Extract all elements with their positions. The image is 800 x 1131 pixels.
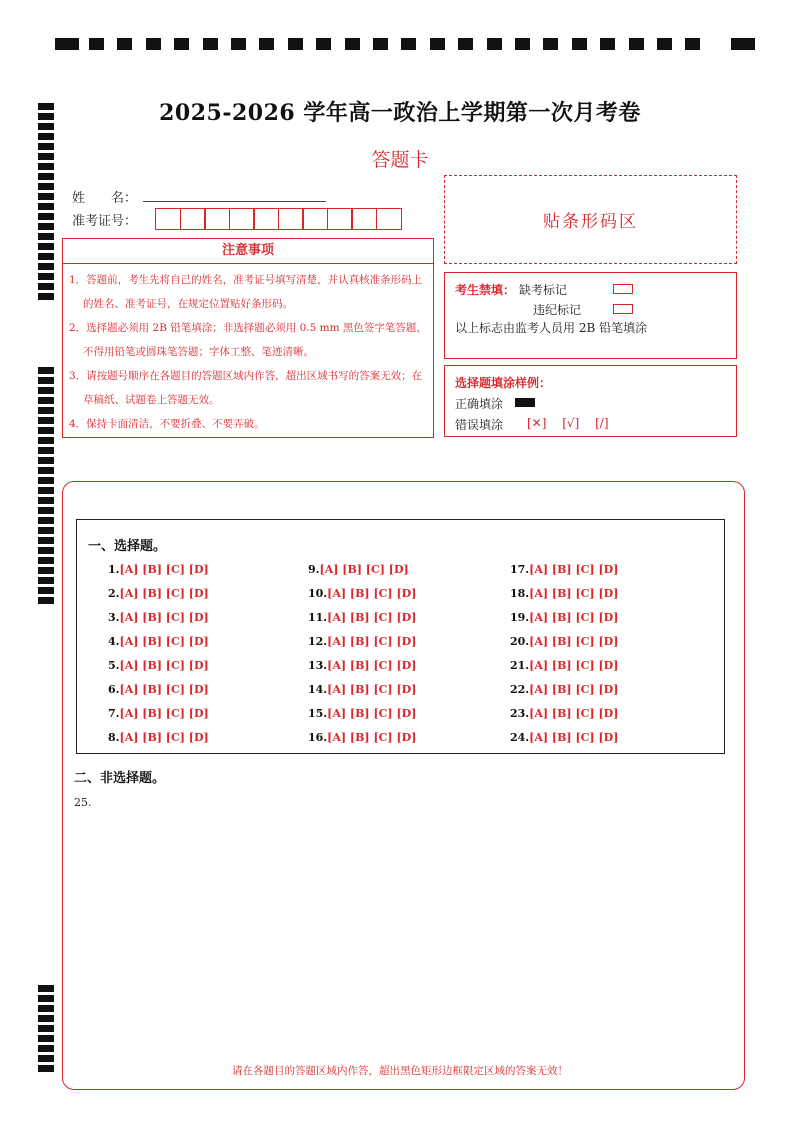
sample-title: 选择题填涂样例： [455, 376, 552, 390]
choice-question-11[interactable] [308, 611, 416, 624]
name-field[interactable] [143, 201, 326, 202]
timing-mark [288, 38, 303, 50]
choice-question-6[interactable] [108, 683, 209, 696]
answer-options[interactable]: [A] [B] [C] [D] [529, 563, 619, 576]
timing-mark [373, 38, 388, 50]
answer-options[interactable]: [A] [B] [C] [D] [119, 707, 209, 720]
timing-mark [38, 985, 54, 992]
question-number: 6. [108, 683, 120, 696]
choice-question-4[interactable] [108, 635, 209, 648]
timing-mark [38, 283, 54, 290]
question-number: 2. [108, 587, 120, 600]
timing-mark [38, 1055, 54, 1062]
barcode-area: 贴条形码区 [444, 175, 737, 264]
timing-mark [117, 38, 132, 50]
answer-options[interactable]: [A] [B] [C] [D] [327, 611, 417, 624]
answer-options[interactable]: [A] [B] [C] [D] [319, 563, 409, 576]
timing-mark [38, 213, 54, 220]
answer-options[interactable]: [A] [B] [C] [D] [119, 587, 209, 600]
timing-mark [38, 273, 54, 280]
wrong-mark-check: [√] [562, 416, 580, 430]
timing-mark [731, 38, 755, 50]
choice-question-12[interactable] [308, 635, 416, 648]
left-timing-marks-middle [38, 367, 54, 607]
choice-question-13[interactable] [308, 659, 416, 672]
notice-item: 4．保持卡面清洁，不要折叠、不要弄破。 [69, 418, 265, 430]
answer-options[interactable]: [A] [B] [C] [D] [327, 587, 417, 600]
id-digit-box[interactable] [327, 208, 353, 230]
answer-options[interactable]: [A] [B] [C] [D] [529, 611, 619, 624]
question-number: 21. [510, 659, 530, 672]
answer-options[interactable]: [A] [B] [C] [D] [529, 683, 619, 696]
answer-options[interactable]: [A] [B] [C] [D] [529, 731, 619, 744]
notice-item: 3．请按题号顺序在各题目的答题区域内作答，超出区域书写的答案无效；在草稿纸、试题卷上答题无效。 [69, 370, 423, 406]
timing-mark [38, 133, 54, 140]
question-number: 24. [510, 731, 530, 744]
choice-question-16[interactable] [308, 731, 416, 744]
timing-mark [38, 1035, 54, 1042]
id-digit-box[interactable] [229, 208, 255, 230]
question-number: 13. [308, 659, 328, 672]
answer-options[interactable]: [A] [B] [C] [D] [119, 683, 209, 696]
timing-mark [38, 253, 54, 260]
timing-mark [515, 38, 530, 50]
wrong-mark-slash: [/] [595, 416, 609, 430]
absent-mark-label: 缺考标记 [519, 283, 568, 297]
question-number: 20. [510, 635, 530, 648]
forbidden-title: 考生禁填： [455, 283, 516, 297]
timing-mark [38, 477, 54, 484]
question-number: 15. [308, 707, 328, 720]
fill-sample-panel [444, 365, 737, 437]
answer-options[interactable]: [A] [B] [C] [D] [529, 659, 619, 672]
id-digit-box[interactable] [253, 208, 279, 230]
answer-options[interactable]: [A] [B] [C] [D] [529, 707, 619, 720]
id-digit-box[interactable] [351, 208, 377, 230]
question-number: 23. [510, 707, 530, 720]
question-number: 5. [108, 659, 120, 672]
id-digit-box[interactable] [180, 208, 206, 230]
left-timing-marks-lower [38, 985, 54, 1075]
timing-mark [401, 38, 416, 50]
wrong-fill-examples [527, 416, 621, 430]
choice-question-10[interactable] [308, 587, 416, 600]
choice-question-1[interactable] [108, 563, 209, 576]
answer-options[interactable]: [A] [B] [C] [D] [119, 659, 209, 672]
forbidden-note: 以上标志由监考人员用 2B 铅笔填涂 [455, 321, 648, 335]
question-number: 19. [510, 611, 530, 624]
timing-mark [38, 497, 54, 504]
choice-question-21[interactable] [510, 659, 618, 672]
question-number: 8. [108, 731, 120, 744]
timing-mark [38, 597, 54, 604]
timing-mark [38, 1005, 54, 1012]
timing-mark [38, 243, 54, 250]
timing-mark [38, 367, 54, 374]
choice-question-20[interactable] [510, 635, 618, 648]
question-number: 14. [308, 683, 328, 696]
timing-mark [458, 38, 473, 50]
question-number: 16. [308, 731, 328, 744]
timing-mark [316, 38, 331, 50]
timing-mark [38, 427, 54, 434]
notice-item: 2．选择题必须用 2B 铅笔填涂；非选择题必须用 0.5 mm 黑色签字笔答题，不得用铅笔或圆珠笔答题；字体工整、笔迹清晰。 [69, 322, 427, 358]
choice-question-7[interactable] [108, 707, 209, 720]
section2-title: 二、非选择题。 [74, 771, 166, 786]
answer-options[interactable]: [A] [B] [C] [D] [119, 563, 209, 576]
timing-mark [38, 223, 54, 230]
timing-mark [146, 38, 161, 50]
timing-mark [345, 38, 360, 50]
choice-question-23[interactable] [510, 707, 618, 720]
timing-mark [38, 203, 54, 210]
timing-mark [231, 38, 246, 50]
wrong-mark-cross: [✕] [527, 416, 547, 430]
timing-mark [38, 527, 54, 534]
timing-mark [38, 557, 54, 564]
question-number: 18. [510, 587, 530, 600]
question-25-label: 25. [74, 796, 92, 809]
choice-question-9[interactable] [308, 563, 409, 576]
answer-options[interactable]: [A] [B] [C] [D] [327, 635, 417, 648]
timing-mark [543, 38, 558, 50]
timing-mark [38, 293, 54, 300]
timing-mark [430, 38, 445, 50]
timing-mark [629, 38, 644, 50]
timing-mark [487, 38, 502, 50]
page-subtitle: 答题卡 [371, 149, 429, 171]
timing-mark [38, 263, 54, 270]
correct-fill-label: 正确填涂 [455, 397, 504, 411]
timing-mark [657, 38, 672, 50]
top-timing-marks [55, 38, 755, 52]
timing-mark [38, 517, 54, 524]
left-timing-marks-upper [38, 103, 54, 303]
question-number: 7. [108, 707, 120, 720]
question-number: 10. [308, 587, 328, 600]
timing-mark [38, 233, 54, 240]
timing-mark [38, 537, 54, 544]
name-label: 姓 名： [72, 191, 138, 206]
timing-mark [38, 587, 54, 594]
question-number: 9. [308, 563, 320, 576]
answer-options[interactable]: [A] [B] [C] [D] [327, 707, 417, 720]
question-number: 12. [308, 635, 328, 648]
timing-mark [38, 487, 54, 494]
choice-question-18[interactable] [510, 587, 618, 600]
timing-mark [38, 183, 54, 190]
choice-question-14[interactable] [308, 683, 416, 696]
timing-mark [38, 397, 54, 404]
timing-mark [600, 38, 615, 50]
timing-mark [38, 437, 54, 444]
timing-mark [38, 407, 54, 414]
choice-question-17[interactable] [510, 563, 618, 576]
timing-mark [174, 38, 189, 50]
question-number: 22. [510, 683, 530, 696]
answer-options[interactable]: [A] [B] [C] [D] [327, 731, 417, 744]
answer-options[interactable]: [A] [B] [C] [D] [119, 611, 209, 624]
question-number: 1. [108, 563, 120, 576]
choice-question-22[interactable] [510, 683, 618, 696]
timing-mark [38, 1015, 54, 1022]
timing-mark [38, 447, 54, 454]
timing-mark [38, 1025, 54, 1032]
timing-mark [38, 457, 54, 464]
choice-question-2[interactable] [108, 587, 209, 600]
answer-options[interactable]: [A] [B] [C] [D] [119, 635, 209, 648]
id-digit-box[interactable] [302, 208, 328, 230]
question-number: 17. [510, 563, 530, 576]
notice-panel [62, 238, 434, 438]
choice-question-15[interactable] [308, 707, 416, 720]
timing-mark [38, 577, 54, 584]
answer-options[interactable]: [A] [B] [C] [D] [529, 635, 619, 648]
timing-mark [38, 547, 54, 554]
choice-question-19[interactable] [510, 611, 618, 624]
timing-mark [259, 38, 274, 50]
answer-options[interactable]: [A] [B] [C] [D] [119, 731, 209, 744]
wrong-fill-label: 错误填涂 [455, 418, 504, 432]
id-digit-box[interactable] [376, 208, 402, 230]
timing-mark [38, 377, 54, 384]
timing-mark [38, 467, 54, 474]
timing-mark [38, 417, 54, 424]
notice-item: 1．答题前，考生先将自己的姓名，准考证号填写清楚，并认真核准条形码上的姓名、准考证号，在规定位置贴好条形码。 [69, 274, 423, 310]
choice-question-24[interactable] [510, 731, 618, 744]
notice-title: 注意事项 [63, 239, 433, 264]
exam-id-label: 准考证号： [72, 214, 138, 229]
timing-mark [38, 567, 54, 574]
timing-mark [38, 193, 54, 200]
violation-mark-label: 违纪标记 [533, 303, 582, 317]
timing-mark [38, 173, 54, 180]
timing-mark [685, 38, 700, 50]
choice-question-3[interactable] [108, 611, 209, 624]
violation-mark-box[interactable] [613, 304, 633, 314]
answer-options[interactable]: [A] [B] [C] [D] [327, 683, 417, 696]
choice-question-5[interactable] [108, 659, 209, 672]
timing-mark [572, 38, 587, 50]
absent-mark-box[interactable] [613, 284, 633, 294]
forbidden-panel [444, 272, 737, 359]
timing-mark [38, 507, 54, 514]
choice-question-8[interactable] [108, 731, 209, 744]
timing-mark [38, 1045, 54, 1052]
answer-options[interactable]: [A] [B] [C] [D] [327, 659, 417, 672]
timing-mark [203, 38, 218, 50]
question-number: 3. [108, 611, 120, 624]
id-digit-box[interactable] [155, 208, 181, 230]
answer-options[interactable]: [A] [B] [C] [D] [529, 587, 619, 600]
question-number: 4. [108, 635, 120, 648]
correct-fill-example [515, 398, 535, 407]
timing-mark [38, 995, 54, 1002]
id-digit-box[interactable] [204, 208, 230, 230]
timing-mark [89, 38, 104, 50]
exam-id-boxes[interactable] [155, 208, 400, 230]
timing-mark [38, 387, 54, 394]
section1-title: 一、选择题。 [88, 539, 167, 554]
question-number: 11. [308, 611, 328, 624]
id-digit-box[interactable] [278, 208, 304, 230]
timing-mark [55, 38, 79, 50]
footer-warning: 请在各题目的答题区域内作答，超出黑色矩形边框限定区域的答案无效！ [232, 1065, 568, 1077]
page-title: 2025-2026 学年高一政治上学期第一次月考卷 [159, 100, 641, 126]
